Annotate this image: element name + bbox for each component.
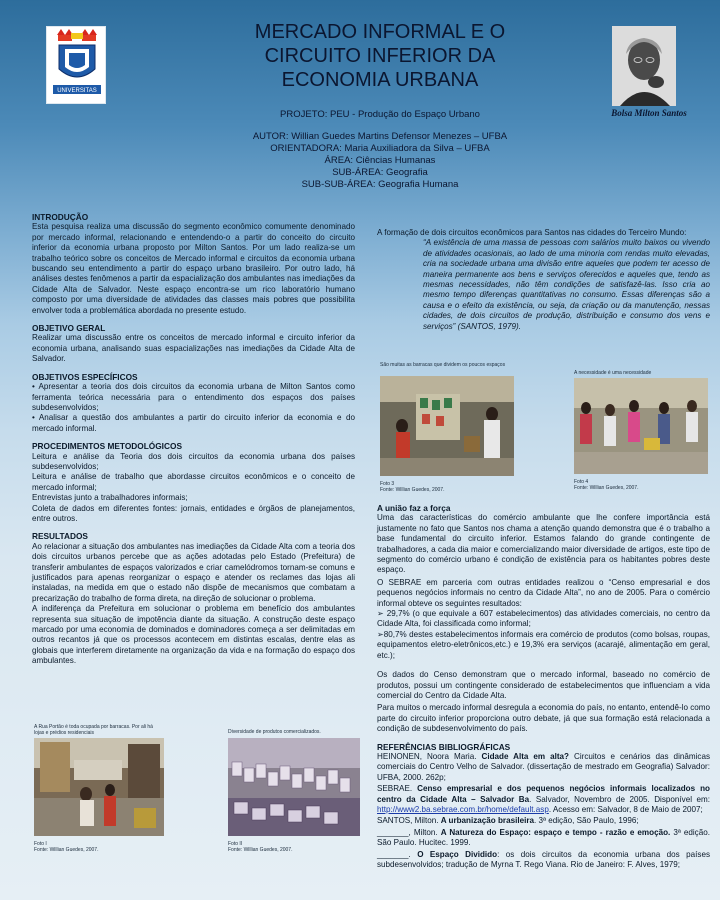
procedure-2: Leitura e análise de trabalho que abordasse circuitos econômicos e o conceito de mercado informal; — [32, 472, 355, 492]
uniao-text: Uma das características do comércio ambulante que lhe confere importância está justamente no fato que Santos nos chama a atenção quando demonstra que é o trabalho a base fundamental do circuito inferior. Estamos falando do grande contingente de trabalhadores, a cada dia maior e comercializando maior diversidade de artigos, este tipo de segmento do comércio urbano é condição de existência para os habitantes pobres deste espaço. — [377, 513, 710, 575]
reference-3: SANTOS, Milton. A urbanização brasileira. 3ª edição, São Paulo, 1996; — [377, 816, 639, 826]
sebrae-text: O SEBRAE em parceria com outras entidades realizou o “Censo empresarial e dos pequenos negócios informais no centro da Cidade Alta”, no ano de 2005. Para o comércio informal obteve os seguintes resultados: — [377, 577, 710, 608]
poster-title: MERCADO INFORMAL E O CIRCUITO INFERIOR DA ECONOMIA URBANA — [254, 21, 506, 91]
specific-objectives-heading: OBJETIVOS ESPECÍFICOS — [32, 371, 138, 382]
area-line: ÁREA: Ciências Humanas — [324, 155, 436, 166]
subsubarea-line: SUB-SUB-ÁREA: Geografia Humana — [301, 179, 459, 190]
figure-4 — [574, 370, 708, 491]
figure-2-label: Foto II — [228, 841, 243, 847]
university-logo — [46, 26, 106, 104]
figure-1-caption: A Rua Portão é toda ocupada por barracas. Por ali há lojas e prédios residenciais — [34, 724, 153, 736]
figure-3-source: Fonte: Willian Guedes, 2007. — [380, 487, 445, 493]
bullet-1: ➢ 29,7% (o que equivale a 607 estabelecimentos) das atividades comerciais, no centro da Cidade Alta, foi classificada como informal; — [377, 609, 710, 629]
street-photo-3 — [380, 376, 514, 476]
bullet-2: ➢80,7% destes estabelecimentos informais era comércio de produtos (como bolsas, roupas, equipamentos eletro-eletrônicos,etc.) e 19,3% era serviços (acarajé, alimentação em geral, etc.); — [377, 629, 710, 660]
censo-text: Os dados do Censo demonstram que o mercado informal, baseado no comércio de produtos, possui um contingente considerado de estabelecimentos que influenciam a vida comercial do Centro da Cidade Alta. — [377, 670, 710, 700]
figure-1 — [34, 724, 164, 853]
photo-caption: Bolsa Milton Santos — [611, 108, 687, 118]
figure-3 — [380, 362, 514, 493]
objective-text: Realizar uma discussão entre os conceitos de mercado informal e circuito inferior da economia urbana, analisando suas espacializações nas imediações da Cidade Alta de Salvador. — [32, 333, 355, 364]
figure-4-label: Foto 4 — [574, 479, 589, 485]
street-photo-2 — [228, 738, 360, 836]
procedures-heading: PROCEDIMENTOS METODOLÓGICOS — [32, 441, 182, 452]
right-column-top — [377, 228, 710, 332]
references-heading: REFERÊNCIAS BIBLIOGRÁFICAS — [377, 741, 511, 752]
left-column — [32, 212, 355, 667]
para-text: Para muitos o mercado informal desregula a economia do país, no entanto, entendê-lo como parte do circuito inferior proporciona outro debate, já que sua formação está relacionada a condição de subdesenvolvimento do país. — [377, 703, 710, 734]
references-list — [377, 752, 710, 870]
figure-2-source: Fonte: Willian Guedes, 2007. — [228, 847, 293, 853]
figure-3-label: Foto 3 — [380, 481, 395, 487]
svg-text:UNIVERSITAS: UNIVERSITAS — [57, 88, 97, 94]
figure-2 — [228, 729, 360, 853]
results-text: Ao relacionar a situação dos ambulantes nas imediações da Cidade Alta com a teoria dos dois circuitos urbanos percebe que as ações adotadas pelo Estado (Prefeitura) de transferir ambulantes de espaços valorizados e criar camelódromos tornam-se comuns e justificados para apenas reorganizar o espaço e atender os reclames das lojas ali instaladas, na medida em que o estado não dispõe de mecanismos que combatam a precarização do trabalho de forma direta, na direção de solucionar o problema. — [32, 541, 355, 603]
intro-heading: INTRODUÇÃO — [32, 212, 89, 222]
authors-block — [190, 131, 570, 191]
reference-5: _______. O Espaço Dividido: os dois circuitos da economia urbana dos países subdesenvolvidos; tradução de Myrna T. Rego Viana. Rio de Janeiro: F. Alves, 1979; — [377, 849, 710, 869]
advisor-line: ORIENTADORA: Maria Auxiliadora da Silva – UFBA — [270, 143, 490, 154]
figure-2-caption: Diversidade de produtos comercializados. — [228, 729, 321, 735]
figure-4-source: Fonte: Willian Guedes, 2007. — [574, 485, 639, 491]
results-heading: RESULTADOS — [32, 531, 88, 542]
objective-heading: OBJETIVO GERAL — [32, 323, 106, 334]
uniao-heading: A união faz a força — [377, 503, 451, 513]
right-column-bottom — [377, 503, 710, 871]
reference-1: HEINONEN, Noora Maria. Cidade Alta em alta? Circuitos e cenários das dinâmicas comerciais do Centro Velho de Salvador. (dissertação de mestrado em Geografia) Salvador: UFBA, 2000. 262p; — [377, 751, 710, 782]
author-line: AUTOR: Willian Guedes Martins Defensor Menezes – UFBA — [252, 131, 508, 142]
sebrae-link[interactable]: http://www2.ba.sebrae.com.br/home/default.asp — [377, 804, 549, 814]
results-text-2: A indiferença da Prefeitura em solucionar o problema em benefício dos ambulantes representa sua situação de impotência diante da situação. A construção deste espaço marcado por uma economia de dominados e dominadores começa a ser delimitadas em outros recantos já que os processos acontecem em distintas escalas, dentre elas as globais que interferem diretamente na organização da vida e na formação do espaço dos ambulantes. — [32, 604, 355, 666]
santos-quote: “A existência de uma massa de pessoas com salários muito baixos ou vivendo de atividades ocasionais, ao lado de uma minoria com rendas muito elevadas, cria na sociedade urbana uma divisão entre aqueles que podem ter acesso de maneira permanente aos bens e serviços oferecidos e aqueles que, tendo as mesmas necessidades, não têm condições de satisfazê-las. Isso cria ao mesmo tempo diferenças quantitativas no consumo. Essas diferenças são a causa e o efeito da existência, ou seja, da criação ou da manutenção, nessas cidades, de dois circuitos de produção, distribuição e consumo dos vens e serviços” (SANTOS, 1979). — [423, 238, 710, 331]
figure-3-caption: São muitas as barracas que dividem os poucos espaços — [380, 362, 506, 368]
figure-1-source: Fonte: Willian Guedes, 2007. — [34, 847, 99, 853]
circuits-intro: A formação de dois circuitos econômicos para Santos nas cidades do Terceiro Mundo: — [377, 228, 687, 237]
reference-2: SEBRAE. Censo empresarial e dos pequenos negócios informais localizados no centro da Cidade Alta – Salvador Ba. Salvador, Novembro de 2005. Disponível em: http://www2.ba.sebrae.com.br/home/default.asp. Acesso em: Salvador, 8 de Maio de 2007; — [377, 784, 710, 814]
street-photo-1 — [34, 738, 164, 836]
specific-objective-2: • Analisar a questão dos ambulantes a partir do circuito inferior da economia e do mercado informal. — [32, 413, 355, 433]
figure-1-label: Foto I — [34, 841, 47, 847]
procedure-1: Leitura e análise da Teoria dos dois circuitos da economia urbana dos países subdesenvolvidos; — [32, 451, 355, 471]
author-photo — [612, 26, 676, 106]
street-photo-4 — [574, 378, 708, 474]
reference-4: _______, Milton. A Natureza do Espaço: espaço e tempo - razão e emoção. 3ª edição. São Paulo. Hucitec. 1999. — [377, 827, 710, 848]
project-line: PROJETO: PEU - Produção do Espaço Urbano — [280, 109, 480, 120]
procedure-3: Entrevistas junto a trabalhadores informais; — [32, 493, 188, 503]
specific-objective-1: • Apresentar a teoria dos dois circuitos da economia urbana de Milton Santos como ferramenta teórica necessária para o entendimento dos espaços dos países subdesenvolvidos; — [32, 382, 355, 412]
subarea-line: SUB-ÁREA: Geografia — [332, 167, 428, 178]
intro-text: Esta pesquisa realiza uma discussão do segmento econômico comumente denominado por mercado informal, relacionando e entendendo-o a partir do conceito do circuito inferior da economia urbana proposto por Milton Santos. Por um lado realiza-se um trabalho teórico sobre os conceitos de Mercado informal e circuitos da economia urbana buscando seu entendimento a partir do espaço urbano brasileiro. Por outro lado, há análises destes fenômenos a partir da espacialização dos ambulantes nas imediações da Cidade Alta de Salvador. Neste espaço encontra-se um rico laboratório humano composto por uma diversidade de atividades das classes mais pobres que possibilita envolver toda a problemática abordada no presente estudo. — [32, 222, 355, 315]
procedure-4: Coleta de dados em diferentes fontes: jornais, entidades e órgãos de planejamentos, entre outros. — [32, 503, 355, 523]
figure-4-caption: A necessidade é uma necessidade — [574, 370, 652, 376]
